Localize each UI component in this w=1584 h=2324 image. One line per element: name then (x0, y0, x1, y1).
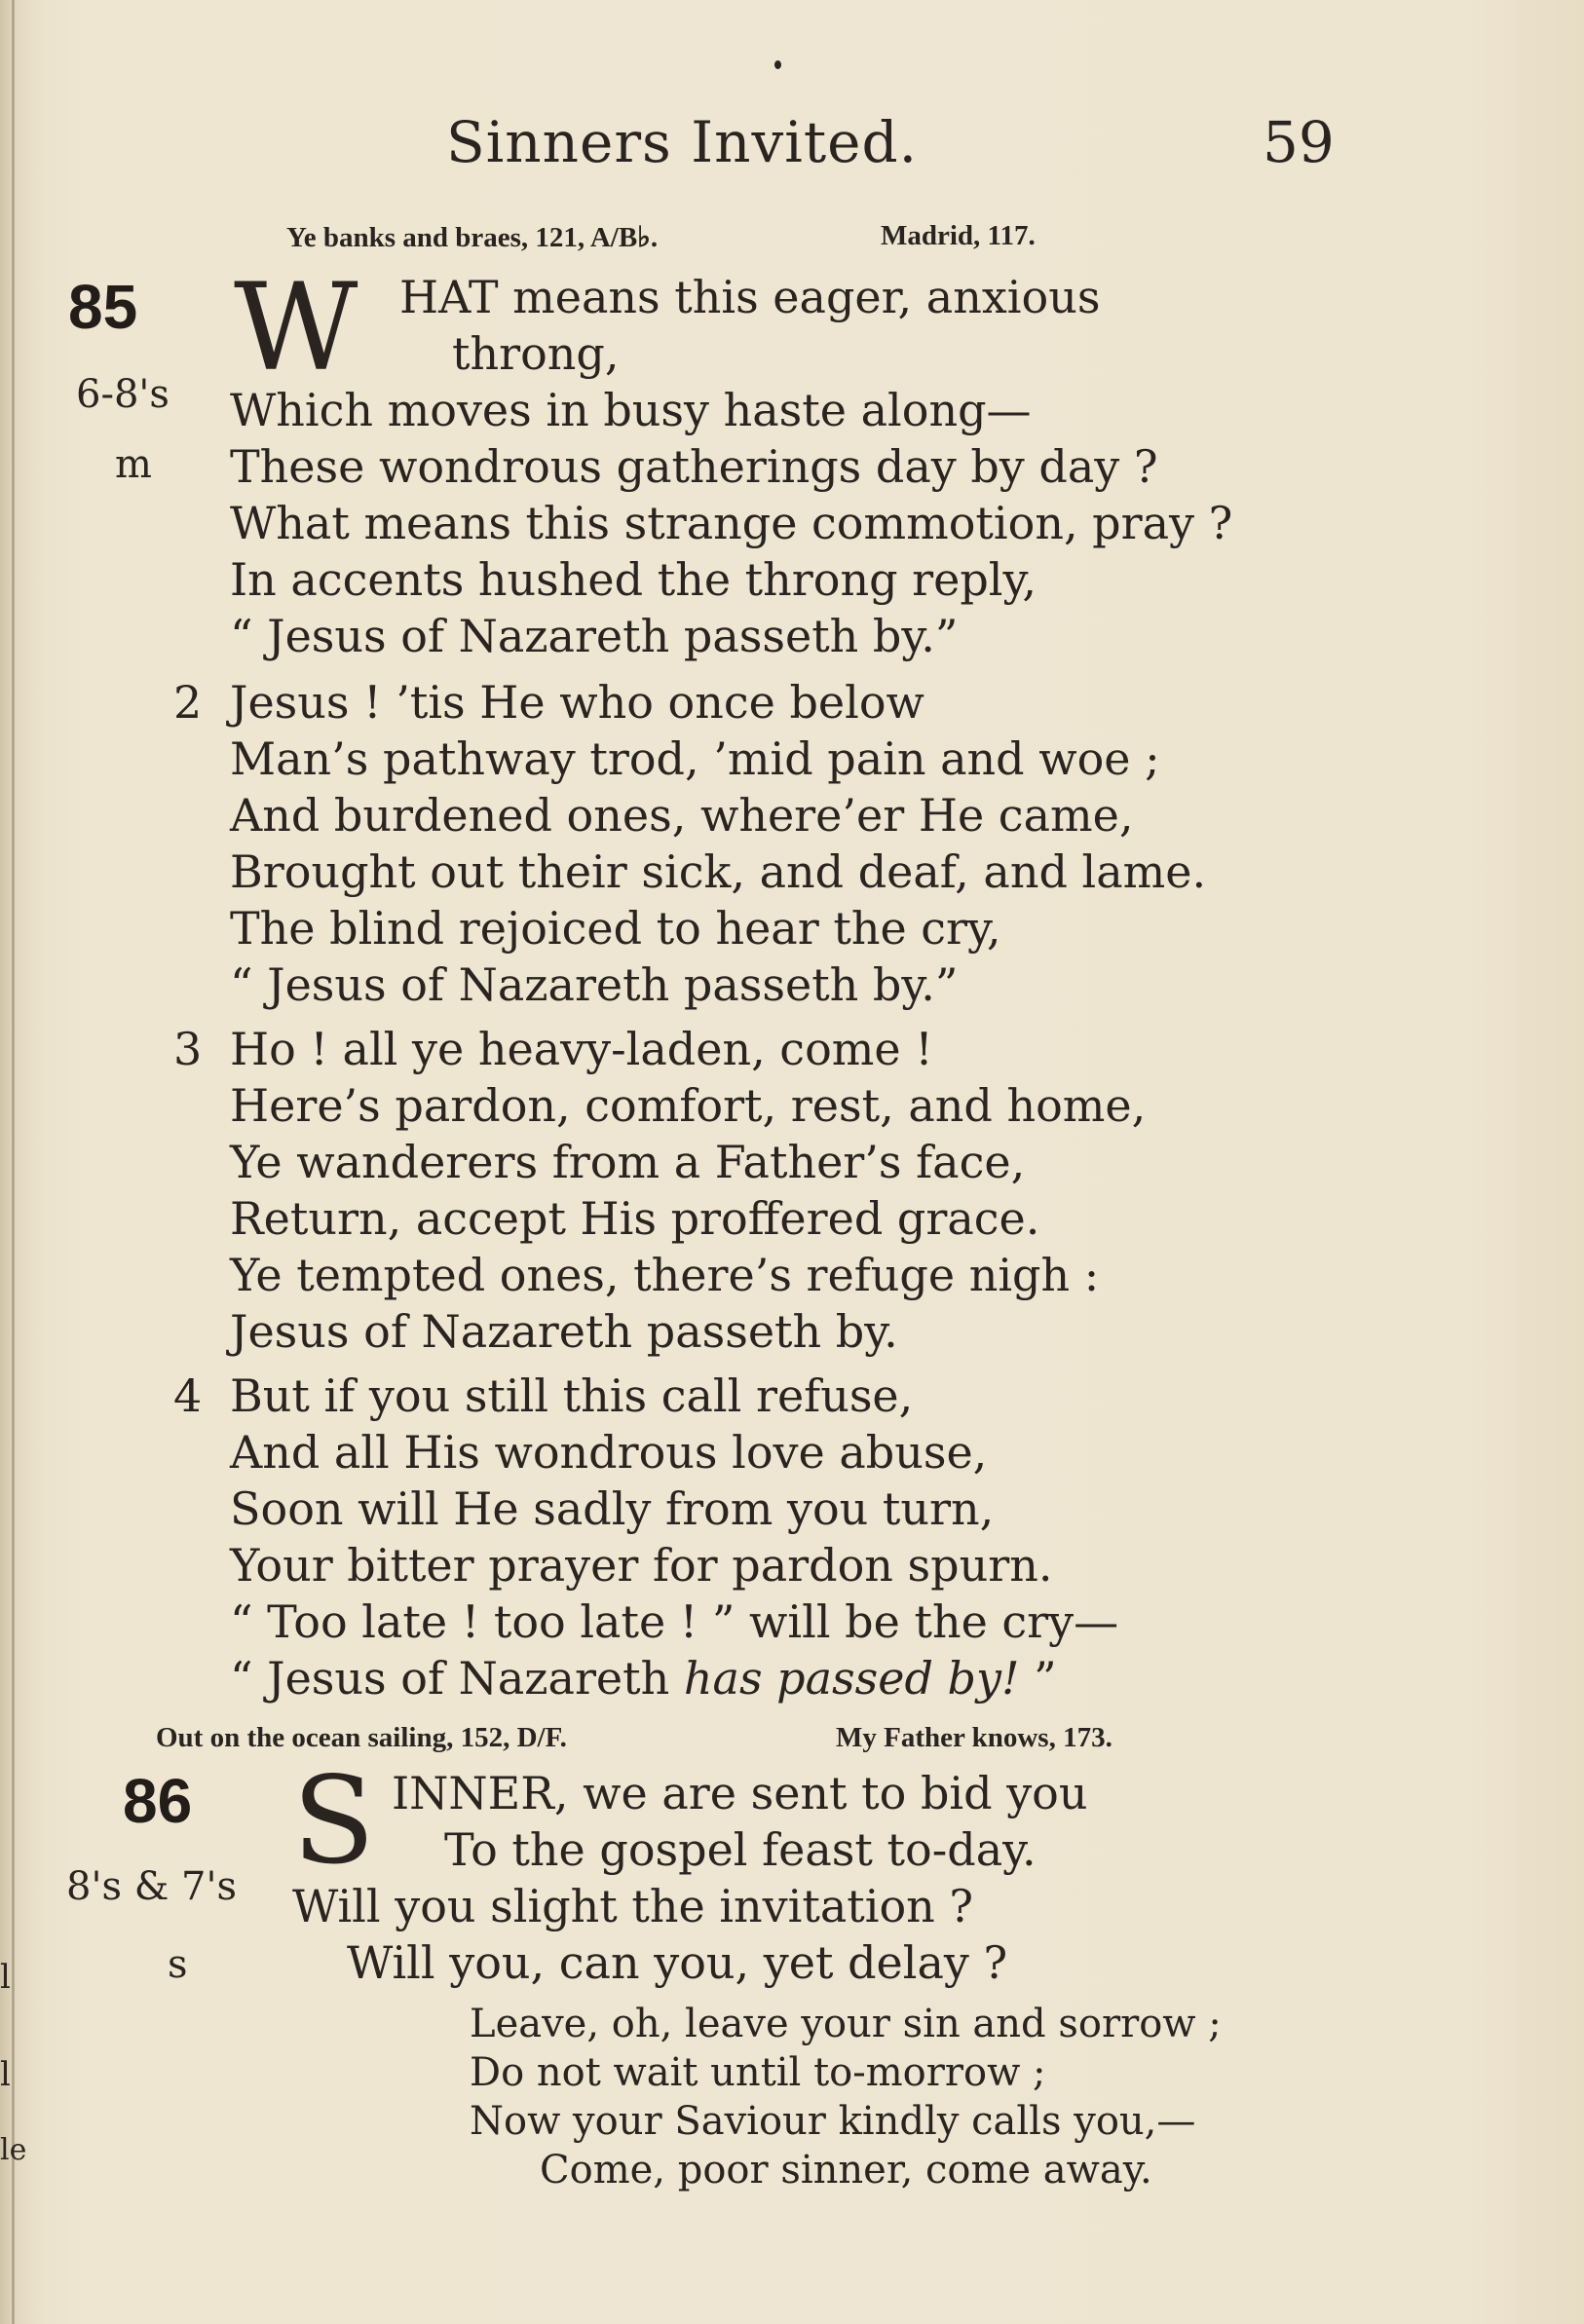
running-title: Sinners Invited. (446, 109, 919, 175)
drop-cap: S (292, 1751, 375, 1892)
verse-line: And burdened ones, where’er He came, (230, 789, 1134, 842)
margin-fragment: le (0, 2133, 27, 2167)
verse-line: Ye tempted ones, there’s refuge nigh : (230, 1249, 1100, 1301)
verse-number: 4 (173, 1369, 203, 1422)
verse-line: To the gospel feast to-day. (444, 1823, 1037, 1876)
verse-line: These wondrous gatherings day by day ? (230, 440, 1158, 493)
gutter-line (12, 0, 15, 2324)
verse-line: And all His wondrous love abuse, (230, 1426, 988, 1479)
tune-reference-right: Madrid, 117. (881, 220, 1036, 251)
hymn-number: 86 (123, 1766, 193, 1836)
drop-cap: W (234, 258, 358, 398)
verse-line: But if you still this call refuse, (230, 1369, 914, 1422)
verse-line: Jesus of Nazareth passeth by. (230, 1305, 898, 1358)
verse-line: Return, accept His proffered grace. (230, 1192, 1040, 1245)
hymn-number: 85 (68, 272, 138, 342)
verse-line: Will you, can you, yet delay ? (347, 1936, 1008, 1989)
verse-line: Ho ! all ye heavy-laden, come ! (230, 1023, 933, 1075)
tune-reference-right: My Father knows, 173. (836, 1722, 1113, 1753)
verse-line: “ Jesus of Nazareth passeth by.” (230, 610, 959, 662)
page-number: 59 (1263, 109, 1335, 175)
verse-line: “ Too late ! too late ! ” will be the cry— (230, 1595, 1119, 1648)
verse-line-final (230, 1652, 1057, 1705)
chorus-line: Now your Saviour kindly calls you,— (470, 2099, 1196, 2144)
verse-line: “ Jesus of Nazareth passeth by.” (230, 958, 959, 1011)
chorus-line: Do not wait until to-morrow ; (470, 2050, 1046, 2095)
verse-line: HAT means this eager, anxious (399, 271, 1101, 323)
verse-line: Ye wanderers from a Father’s face, (230, 1136, 1026, 1188)
ink-dot (774, 60, 781, 69)
margin-fragment: l (0, 1958, 11, 1997)
verse-line: INNER, we are sent to bid you (392, 1767, 1088, 1819)
verse-line: The blind rejoiced to hear the cry, (230, 902, 1001, 955)
tune-reference-left: Ye banks and braes, 121, A/B♭. (286, 222, 659, 253)
verse-line: Will you slight the invitation ? (292, 1880, 974, 1932)
verse-line: Man’s pathway trod, ’mid pain and woe ; (230, 732, 1160, 785)
verse-line: Here’s pardon, comfort, rest, and home, (230, 1079, 1147, 1132)
hymn-mark: m (115, 442, 152, 487)
verse-text: “ Jesus of Nazareth (230, 1652, 684, 1705)
verse-line: What means this strange commotion, pray ? (230, 497, 1233, 549)
verse-text: ” (1019, 1652, 1057, 1705)
verse-line: throng, (452, 327, 620, 380)
verse-line: Jesus ! ’tis He who once below (230, 676, 924, 729)
verse-line: Brought out their sick, and deaf, and lame. (230, 845, 1207, 898)
verse-line: In accents hushed the throng reply, (230, 553, 1037, 606)
margin-fragment: l (0, 2055, 11, 2094)
verse-line: Soon will He sadly from you turn, (230, 1482, 995, 1535)
chorus-line: Leave, oh, leave your sin and sorrow ; (470, 2002, 1222, 2046)
verse-line: Which moves in busy haste along— (230, 384, 1032, 436)
hymn-meter: 8's & 7's (66, 1864, 237, 1909)
hymn-mark: s (168, 1942, 188, 1987)
chorus-line: Come, poor sinner, come away. (540, 2148, 1152, 2193)
verse-number: 2 (173, 676, 203, 729)
hymn-meter: 6-8's (76, 372, 170, 417)
verse-text-italic: has passed by! (683, 1652, 1020, 1705)
verse-line: Your bitter prayer for pardon spurn. (230, 1539, 1053, 1592)
verse-number: 3 (173, 1023, 203, 1075)
tune-reference-left: Out on the ocean sailing, 152, D/F. (156, 1722, 567, 1753)
